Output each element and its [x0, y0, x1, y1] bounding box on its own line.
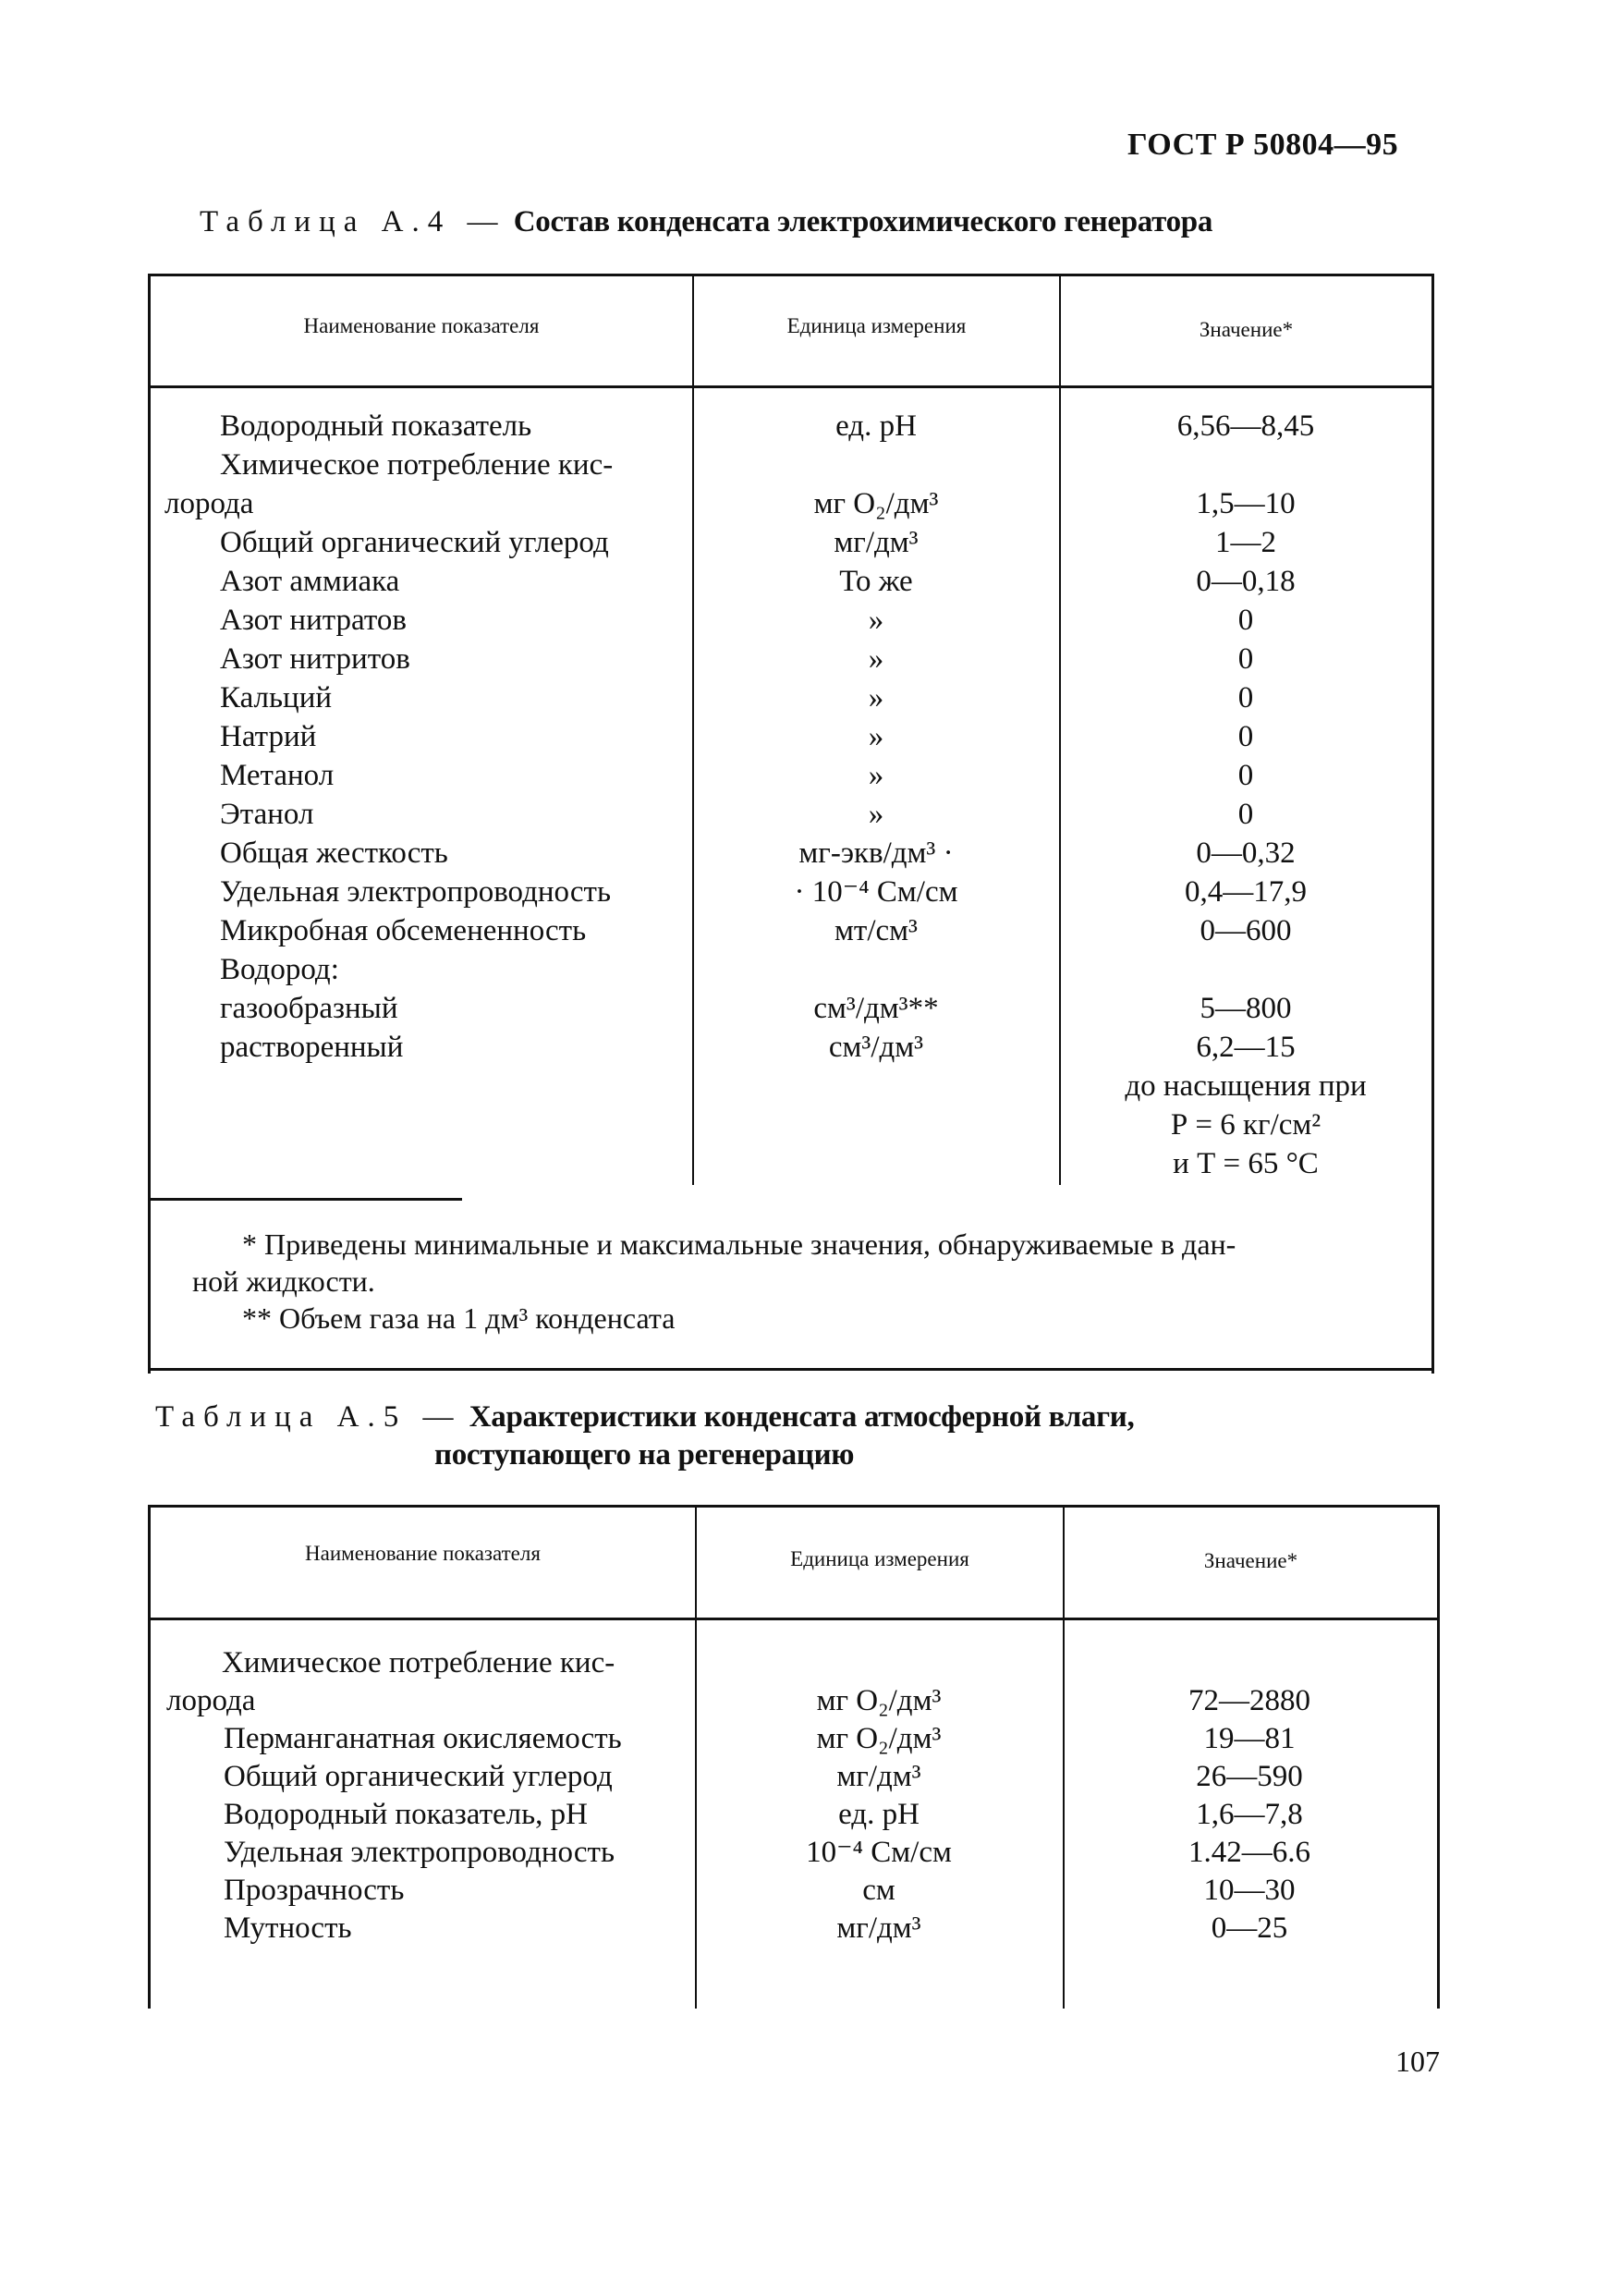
table-row: 0 [1237, 681, 1254, 714]
table-row: Водород: [220, 953, 339, 986]
table-row: 6,2—15 [1196, 1031, 1296, 1064]
table-row: мг-экв/дм³ · [798, 837, 954, 870]
table-row: 0 [1237, 720, 1254, 753]
table-row: Микробная обсемененность [220, 914, 587, 947]
table-row: Этанол [220, 798, 314, 831]
table4-col-header-name: Наименование показателя [303, 314, 540, 337]
table-row: Прозрачность [224, 1874, 405, 1907]
table-row: см³/дм³ [828, 1031, 924, 1064]
table-row: То же [839, 565, 913, 598]
table-row: Азот аммиака [220, 565, 400, 598]
table-row: растворенный [220, 1031, 404, 1064]
table4-col-header-unit: Единица измерения [786, 314, 967, 337]
table-row: 0,4—17,9 [1185, 875, 1307, 909]
table4-col-header-value: Значение* [1199, 318, 1294, 341]
page-number: 107 [1395, 2045, 1440, 2078]
table-row: лорода [166, 1684, 256, 1717]
table4-footnote: * Приведены минимальные и максимальные значения, обнаруживаемые в дан- [242, 1227, 1236, 1261]
table-row: газообразный [220, 992, 398, 1025]
table5-col-divider-1 [695, 1505, 697, 2009]
table-row: Мутность [224, 1911, 352, 1945]
table-row: Азот нитратов [220, 604, 407, 637]
table-row: 0—0,32 [1196, 837, 1296, 870]
table-row: 0—0,18 [1196, 565, 1296, 598]
table-row: см³/дм³** [813, 992, 939, 1025]
table-row: мг О₂/дм³ [813, 487, 939, 520]
table5-caption [155, 1400, 1134, 1435]
table-row: » [868, 720, 884, 753]
table-row: ед. рН [838, 1798, 920, 1831]
table4-footnote: ной жидкости. [192, 1264, 375, 1298]
table-row: ед. рН [835, 409, 917, 443]
table-row: Общая жесткость [220, 837, 448, 870]
table-row: мт/см³ [834, 914, 918, 947]
table-row: Общий органический углерод [220, 526, 609, 559]
table-row: до насыщения при [1125, 1069, 1367, 1103]
table4-caption-title: Состав конденсата электрохимического генератора [513, 205, 1213, 238]
table-row: 1,6—7,8 [1196, 1798, 1303, 1831]
table-row: 0—25 [1211, 1911, 1288, 1945]
table5-caption-title-2: поступающего на регенерацию [434, 1438, 855, 1472]
table-row: Химическое потребление кис- [222, 1646, 615, 1679]
table-row: 1.42—6.6 [1188, 1836, 1310, 1869]
document-code: ГОСТ Р 50804—95 [1127, 128, 1399, 162]
table5-caption-line2 [434, 1438, 854, 1472]
table-row: 5—800 [1200, 992, 1292, 1025]
table4-col-divider-1 [692, 274, 694, 1185]
table-row: · 10⁻⁴ См/см [794, 875, 958, 909]
table-row: 0 [1237, 642, 1254, 676]
table-row: Общий органический углерод [224, 1760, 613, 1793]
table5-top-border [148, 1505, 1440, 1508]
table-row: 26—590 [1196, 1760, 1303, 1793]
table-row: Р = 6 кг/см² [1170, 1108, 1322, 1142]
table-row: Водородный показатель [220, 409, 532, 443]
table-row: 10⁻⁴ См/см [806, 1836, 952, 1869]
table-row: Водородный показатель, рН [224, 1798, 589, 1831]
table-row: 1,5—10 [1196, 487, 1296, 520]
table5-col-header-unit: Единица измерения [790, 1547, 969, 1570]
table4-header-border [148, 385, 1434, 388]
table-row: Кальций [220, 681, 333, 714]
table-row: 1—2 [1215, 526, 1276, 559]
table-row: лорода [164, 487, 254, 520]
table-row: 0 [1237, 798, 1254, 831]
table-row: » [868, 604, 884, 637]
table4-left-border [148, 274, 151, 1374]
table-row: 0 [1237, 604, 1254, 637]
table4-caption-prefix: Таблица А.4 — [200, 205, 506, 238]
table-row: см [862, 1874, 895, 1907]
table-row: Удельная электропроводность [220, 875, 611, 909]
table-row: 72—2880 [1188, 1684, 1310, 1717]
table-row: Азот нитритов [220, 642, 410, 676]
table-row: 10—30 [1203, 1874, 1296, 1907]
table-row: мг/дм³ [836, 1760, 921, 1793]
table5-col-header-name: Наименование показателя [305, 1542, 541, 1565]
table-row: мг О₂/дм³ [816, 1684, 942, 1717]
table4-caption [200, 205, 1212, 239]
table5-col-header-value: Значение* [1203, 1549, 1298, 1572]
table-row: » [868, 798, 884, 831]
table-row: » [868, 681, 884, 714]
table4-top-border [148, 274, 1434, 276]
table-row: мг/дм³ [834, 526, 919, 559]
table5-caption-prefix: Таблица А.5 — [155, 1400, 462, 1434]
table-row: и Т = 65 °С [1173, 1147, 1319, 1180]
table-row: мг/дм³ [836, 1911, 921, 1945]
table4-bottom-border [148, 1368, 1434, 1371]
table5-header-border [148, 1618, 1440, 1620]
table-row: 6,56—8,45 [1176, 409, 1315, 443]
table-row: » [868, 759, 884, 792]
table-row: Удельная электропроводность [224, 1836, 615, 1869]
table5-left-border [148, 1505, 151, 2009]
table-row: 0—600 [1200, 914, 1292, 947]
table-row: Натрий [220, 720, 317, 753]
table-row: 0 [1237, 759, 1254, 792]
table-row: » [868, 642, 884, 676]
table-row: Перманганатная окисляемость [224, 1722, 622, 1755]
table4-footnote-rule [148, 1198, 462, 1201]
table4-right-border [1431, 274, 1434, 1374]
table5-caption-title: Характеристики конденсата атмосферной влаги, [469, 1400, 1135, 1434]
table5-right-border [1437, 1505, 1440, 2009]
table-row: Метанол [220, 759, 335, 792]
table4-footnote: ** Объем газа на 1 дм³ конденсата [242, 1301, 676, 1335]
table-row: Химическое потребление кис- [220, 448, 614, 482]
table-row: мг О₂/дм³ [816, 1722, 942, 1755]
table-row: 19—81 [1203, 1722, 1296, 1755]
